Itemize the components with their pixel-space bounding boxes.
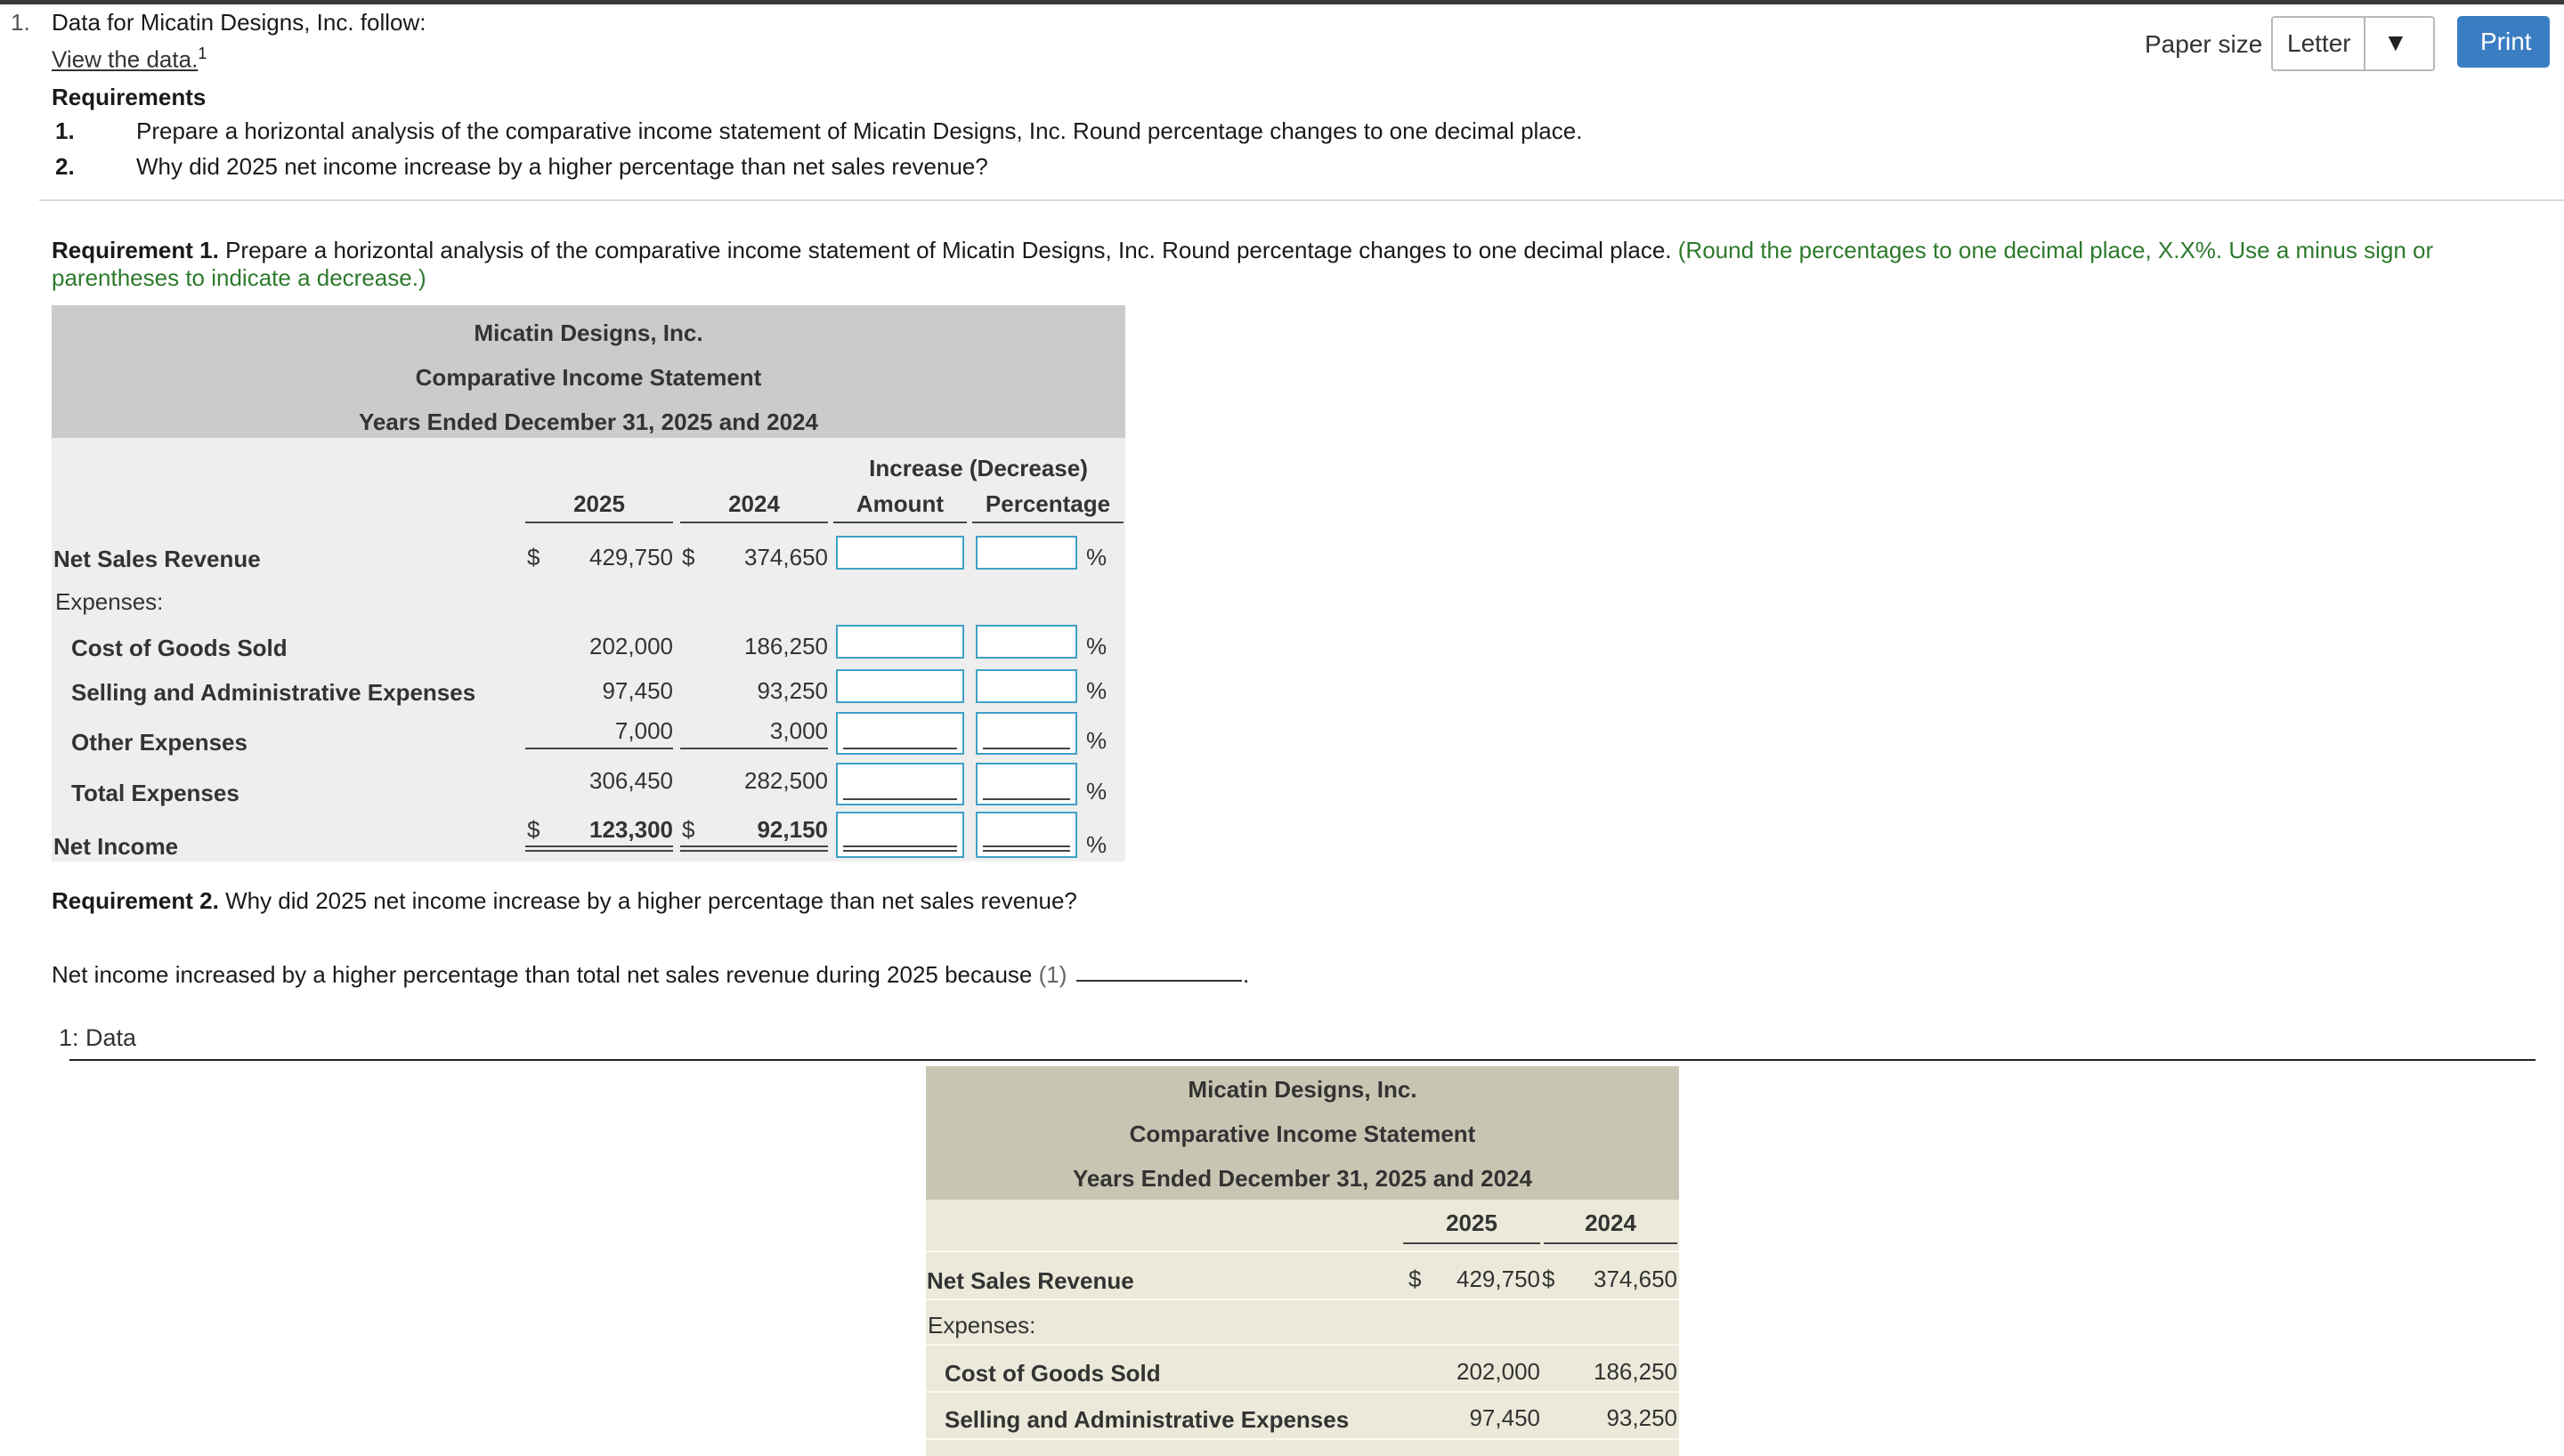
percent-sign: % [1086, 778, 1108, 805]
view-data-link-text[interactable]: View the data. [52, 45, 199, 73]
data-sga-2025: 97,450 [1469, 1404, 1540, 1431]
data-label-cogs: Cost of Goods Sold [945, 1360, 1161, 1387]
percent-sign: % [1086, 831, 1108, 858]
value-cogs-2024: 186,250 [744, 633, 828, 659]
subtotal-underline-2025 [525, 748, 673, 749]
increase-decrease-header: Increase (Decrease) [869, 455, 1088, 481]
net-income-amount-input[interactable] [836, 812, 964, 858]
value-other-2024: 3,000 [769, 717, 828, 744]
problem-intro: Data for Micatin Designs, Inc. follow: [52, 9, 426, 36]
section-divider [39, 199, 2564, 201]
data-col-underline-2025 [1403, 1242, 1540, 1244]
col-underline-2024 [680, 522, 828, 523]
data-section-rule [69, 1059, 2536, 1061]
double-underline-2025 [525, 850, 673, 852]
percent-sign: % [1086, 677, 1108, 704]
row-label-net-income: Net Income [53, 833, 179, 860]
data-period: Years Ended December 31, 2025 and 2024 [1073, 1165, 1532, 1192]
paper-size-label: Paper size [2145, 30, 2263, 58]
value-other-2025: 7,000 [614, 717, 673, 744]
percent-sign: % [1086, 544, 1108, 570]
expenses-label: Expenses: [55, 588, 164, 615]
req2-answer-prefix: Net income increased by a higher percentage than total net sales revenue during 2025 because [52, 961, 1033, 988]
net-sales-amount-input[interactable] [836, 536, 964, 570]
data-currency-symbol: $ [1408, 1266, 1422, 1292]
paper-size-select[interactable] [2271, 16, 2435, 71]
col-header-2024: 2024 [728, 490, 780, 517]
view-data-link[interactable] [52, 44, 207, 74]
req2-answer-line [52, 961, 1067, 989]
other-amount-input[interactable] [836, 712, 964, 755]
data-row-separator [926, 1298, 1679, 1300]
requirement-1-text: Prepare a horizontal analysis of the comparative income statement of Micatin Designs, Inc. Round percentage changes to one decimal place. [136, 117, 1583, 144]
col-header-percentage: Percentage [985, 490, 1111, 517]
row-label-cogs: Cost of Goods Sold [71, 635, 288, 661]
row-label-net-sales: Net Sales Revenue [53, 546, 261, 572]
cogs-percent-input[interactable] [976, 625, 1077, 659]
double-underline-2024 [680, 845, 828, 847]
net-income-percent-input[interactable] [976, 812, 1077, 858]
input-underline [983, 748, 1070, 749]
data-row-separator [926, 1344, 1679, 1346]
col-underline-percentage [972, 522, 1124, 523]
data-title: Comparative Income Statement [1129, 1120, 1476, 1147]
row-label-other: Other Expenses [71, 729, 247, 756]
input-double-underline [983, 850, 1070, 852]
double-underline-2024 [680, 850, 828, 852]
net-sales-percent-input[interactable] [976, 536, 1077, 570]
req1-hint-continued: parentheses to indicate a decrease.) [52, 264, 426, 291]
col-header-amount: Amount [856, 490, 945, 517]
top-border [0, 0, 2564, 4]
view-data-footnote: 1 [198, 44, 207, 62]
req1-instruction [52, 237, 2433, 264]
total-percent-input[interactable] [976, 763, 1077, 805]
currency-symbol: $ [682, 544, 695, 570]
paper-size-value: Letter [2287, 29, 2351, 57]
req2-text: Why did 2025 net income increase by a higher percentage than net sales revenue? [225, 887, 1077, 914]
sga-percent-input[interactable] [976, 669, 1077, 703]
row-label-total-expenses: Total Expenses [71, 780, 239, 806]
data-currency-symbol: $ [1542, 1266, 1555, 1292]
input-double-underline [843, 850, 957, 852]
data-net-sales-2024: 374,650 [1594, 1266, 1677, 1292]
cogs-amount-input[interactable] [836, 625, 964, 659]
input-underline [983, 798, 1070, 800]
data-row-separator [926, 1438, 1679, 1440]
data-expenses-label: Expenses: [928, 1312, 1036, 1339]
col-underline-amount [833, 522, 967, 523]
data-col-header-2024: 2024 [1585, 1209, 1636, 1236]
data-col-underline-2024 [1544, 1242, 1677, 1244]
data-company: Micatin Designs, Inc. [1188, 1076, 1417, 1103]
data-row-separator [926, 1391, 1679, 1393]
data-net-sales-2025: 429,750 [1456, 1266, 1540, 1292]
value-total-2025: 306,450 [589, 767, 673, 794]
blank-reference: (1) [1038, 961, 1067, 988]
data-sga-2024: 93,250 [1606, 1404, 1677, 1431]
value-net-income-2024: 92,150 [757, 816, 828, 843]
requirement-1-number: 1. [55, 117, 75, 144]
statement-company: Micatin Designs, Inc. [474, 320, 703, 346]
input-underline [843, 798, 957, 800]
total-amount-input[interactable] [836, 763, 964, 805]
value-total-2024: 282,500 [744, 767, 828, 794]
input-underline [843, 748, 957, 749]
problem-number: 1. [11, 9, 30, 36]
percent-sign: % [1086, 633, 1108, 659]
col-header-2025: 2025 [573, 490, 625, 517]
req2-instruction [52, 887, 1077, 915]
value-net-income-2025: 123,300 [589, 816, 673, 843]
col-underline-2025 [525, 522, 673, 523]
sga-amount-input[interactable] [836, 669, 964, 703]
data-label-sga: Selling and Administrative Expenses [945, 1406, 1350, 1433]
requirement-2-number: 2. [55, 153, 75, 180]
value-cogs-2025: 202,000 [589, 633, 673, 659]
requirement-2-text: Why did 2025 net income increase by a higher percentage than net sales revenue? [136, 153, 988, 180]
dropdown-arrow-icon[interactable]: ▼ [2383, 28, 2408, 56]
percent-sign: % [1086, 727, 1108, 754]
answer-blank-dropdown[interactable] [1076, 980, 1242, 982]
subtotal-underline-2024 [680, 748, 828, 749]
select-divider [2364, 18, 2365, 69]
other-percent-input[interactable] [976, 712, 1077, 755]
statement-title: Comparative Income Statement [415, 364, 762, 391]
data-label-net-sales: Net Sales Revenue [927, 1267, 1134, 1294]
print-button[interactable] [2457, 16, 2550, 68]
data-row-separator [926, 1250, 1679, 1252]
req1-hint: (Round the percentages to one decimal place, X.X%. Use a minus sign or [1677, 237, 2434, 263]
data-section-label: 1: Data [59, 1024, 137, 1051]
value-sga-2025: 97,450 [602, 677, 673, 704]
requirements-heading: Requirements [52, 84, 207, 110]
currency-symbol: $ [682, 816, 695, 843]
print-button-label: Print [2480, 28, 2532, 55]
input-double-underline [843, 845, 957, 847]
double-underline-2025 [525, 845, 673, 847]
req1-label: Requirement 1. [52, 237, 219, 263]
currency-symbol: $ [527, 544, 540, 570]
statement-period: Years Ended December 31, 2025 and 2024 [359, 408, 818, 435]
value-net-sales-2024: 374,650 [744, 544, 828, 570]
data-cogs-2024: 186,250 [1594, 1358, 1677, 1385]
req1-text: Prepare a horizontal analysis of the comparative income statement of Micatin Designs, Inc. Round percentage changes to one decimal place. [225, 237, 1672, 263]
row-label-sga: Selling and Administrative Expenses [71, 679, 476, 706]
data-cogs-2025: 202,000 [1456, 1358, 1540, 1385]
value-sga-2024: 93,250 [757, 677, 828, 704]
data-col-header-2025: 2025 [1446, 1209, 1497, 1236]
input-double-underline [983, 845, 1070, 847]
value-net-sales-2025: 429,750 [589, 544, 673, 570]
answer-period: . [1243, 961, 1250, 988]
req2-label: Requirement 2. [52, 887, 219, 914]
currency-symbol: $ [527, 816, 540, 843]
